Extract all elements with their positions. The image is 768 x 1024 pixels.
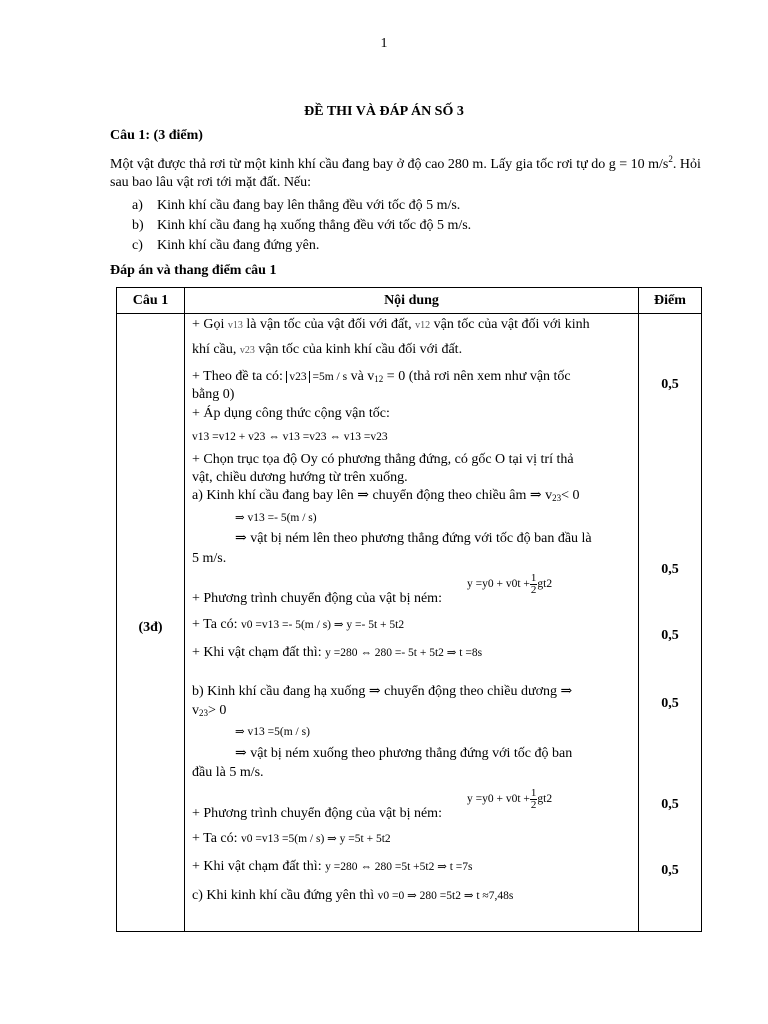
text: a) Kinh khí cầu đang bay lên ⇒ chuyển động theo chiều âm ⇒ v <box>192 488 553 503</box>
line-ta-co-b <box>192 830 391 848</box>
line-ta-co-a <box>192 616 404 634</box>
line-text: + Chọn trục tọa độ Oy có phương thẳng đứng, có gốc O tại vị trí thả <box>192 452 574 467</box>
numerator: 1 <box>530 787 537 799</box>
table-header-row <box>117 288 702 314</box>
text: v <box>192 703 199 718</box>
score-value: 0,5 <box>661 628 679 643</box>
numerator: 1 <box>530 572 537 584</box>
question-text <box>110 150 702 192</box>
option-a <box>132 196 471 216</box>
line-text: + Phương trình chuyển động của vật bị ném: <box>192 591 442 606</box>
text: < 0 <box>561 488 580 503</box>
equation: v0 =v13 =- 5(m / s) ⇒ y =- 5t + 5t2 <box>241 619 405 631</box>
exam-title: ĐỀ THI VÀ ĐÁP ÁN SỐ 3 <box>304 104 464 119</box>
v12-symbol: v12 <box>415 320 431 331</box>
line-text: đầu là 5 m/s. <box>192 765 264 780</box>
line-v23-positive <box>192 702 226 722</box>
text: khí cầu, <box>192 342 240 357</box>
line-text: + Áp dụng công thức cộng vận tốc: <box>192 406 390 421</box>
line-text: ⇒ vật bị ném lên theo phương thẳng đứng với tốc độ ban đầu là <box>235 531 592 546</box>
equation: y =280 ⇔ 280 =5t +5t2 ⇒ t =7s <box>325 861 473 873</box>
equation: y =280 ⇔ 280 =- 5t + 5t2 ⇒ t =8s <box>325 647 483 659</box>
equation-v13-a: ⇒ v13 =- 5(m / s) <box>235 512 317 524</box>
line-text: bằng 0) <box>192 387 235 402</box>
v23-symbol: v23 <box>239 345 255 356</box>
question-text-part2: . Hỏi sau bao lâu vật rơi tới mặt đất. Nếu: <box>110 157 701 190</box>
line-part-c <box>192 887 513 905</box>
line-text: ⇒ vật bị ném xuống theo phương thẳng đứng với tốc độ ban <box>235 746 573 761</box>
text: + Gọi <box>192 317 228 332</box>
equation: y =y0 + v0t + <box>467 578 530 591</box>
line-text: 5 m/s. <box>192 551 227 566</box>
equation: y =y0 + v0t + <box>467 793 530 806</box>
question-heading: Câu 1: (3 điểm) <box>110 128 203 143</box>
page-number: 1 <box>380 36 388 51</box>
v13-symbol: v13 <box>227 320 243 331</box>
line-define-v23 <box>192 341 462 360</box>
line-part-a <box>192 487 580 507</box>
total-points: (3đ) <box>138 620 163 635</box>
equation: v0 =0 ⇒ 280 =5t2 ⇒ t ≈7,48s <box>377 890 514 902</box>
equation-velocity-addition: v13 =v12 + v23 ⇔ v13 =v23 ⇔ v13 =v23 <box>192 431 388 443</box>
option-c <box>132 236 471 256</box>
line-ground-a <box>192 644 482 662</box>
text: + Ta có: <box>192 617 242 632</box>
text: vận tốc của kinh khí cầu đối với đất. <box>254 342 463 357</box>
question-text-sup: 2 <box>668 154 673 164</box>
option-text: Kinh khí cầu đang đứng yên. <box>157 238 320 253</box>
header-noi-dung: Nội dung <box>185 288 639 314</box>
option-label: c) <box>132 238 143 253</box>
option-text: Kinh khí cầu đang bay lên thẳng đều với tốc độ 5 m/s. <box>157 198 461 213</box>
content-cell <box>185 314 639 932</box>
line-given <box>192 368 571 388</box>
line-text: + Phương trình chuyển động của vật bị ném: <box>192 806 442 821</box>
line-part-b: b) Kinh khí cầu đang hạ xuống ⇒ chuyển động theo chiều dương ⇒ <box>192 684 573 699</box>
text: là vận tốc của vật đối với đất, <box>242 317 416 332</box>
option-label: a) <box>132 198 143 213</box>
score-value: 0,5 <box>661 696 679 711</box>
denominator: 2 <box>530 799 537 811</box>
equation: v0 =v13 =5(m / s) ⇒ y =5t + 5t2 <box>241 833 391 845</box>
denominator: 2 <box>530 584 537 596</box>
score-value: 0,5 <box>661 377 679 392</box>
subscript: 23 <box>552 493 562 503</box>
option-label: b) <box>132 218 144 233</box>
line-define-velocities <box>192 316 590 335</box>
equation: gt2 <box>537 793 553 806</box>
text: > 0 <box>208 703 227 718</box>
text: + Khi vật chạm đất thì: <box>192 859 326 874</box>
header-diem: Điểm <box>639 288 702 314</box>
equation-motion-a <box>467 573 552 596</box>
question-text-part1: Một vật được thả rơi từ một kinh khí cầu đang bay ở độ cao 280 m. Lấy gia tốc rơi tự do g = 10 m/s <box>110 157 669 172</box>
answer-heading: Đáp án và thang điểm câu 1 <box>110 263 277 278</box>
equation: gt2 <box>537 578 553 591</box>
score-cell <box>639 314 702 932</box>
text: + Khi vật chạm đất thì: <box>192 645 326 660</box>
score-value: 0,5 <box>661 797 679 812</box>
option-b <box>132 216 471 236</box>
subscript: 12 <box>374 374 384 384</box>
line-text: vật, chiều dương hướng từ trên xuống. <box>192 470 408 485</box>
points-cell <box>117 314 185 932</box>
question-options <box>132 196 471 256</box>
text: + Theo đề ta có: <box>192 369 287 384</box>
score-value: 0,5 <box>661 562 679 577</box>
equation-motion-b <box>467 788 552 811</box>
text: c) Khi kinh khí cầu đứng yên thì <box>192 888 378 903</box>
text: vận tốc của vật đối với kinh <box>430 317 590 332</box>
score-value: 0,5 <box>661 863 679 878</box>
equation-v13-b: ⇒ v13 =5(m / s) <box>235 726 310 738</box>
table-row <box>117 314 702 932</box>
text: và v <box>347 369 375 384</box>
equation: =5m / s <box>309 371 348 383</box>
line-ground-b <box>192 858 472 876</box>
text: + Ta có: <box>192 831 242 846</box>
subscript: 23 <box>199 708 208 718</box>
abs-v23: v23 <box>286 371 309 383</box>
header-cau: Câu 1 <box>117 288 185 314</box>
answer-table <box>116 287 702 932</box>
option-text: Kinh khí cầu đang hạ xuống thẳng đều với tốc độ 5 m/s. <box>157 218 472 233</box>
text: = 0 (thả rơi nên xem như vận tốc <box>383 369 571 384</box>
